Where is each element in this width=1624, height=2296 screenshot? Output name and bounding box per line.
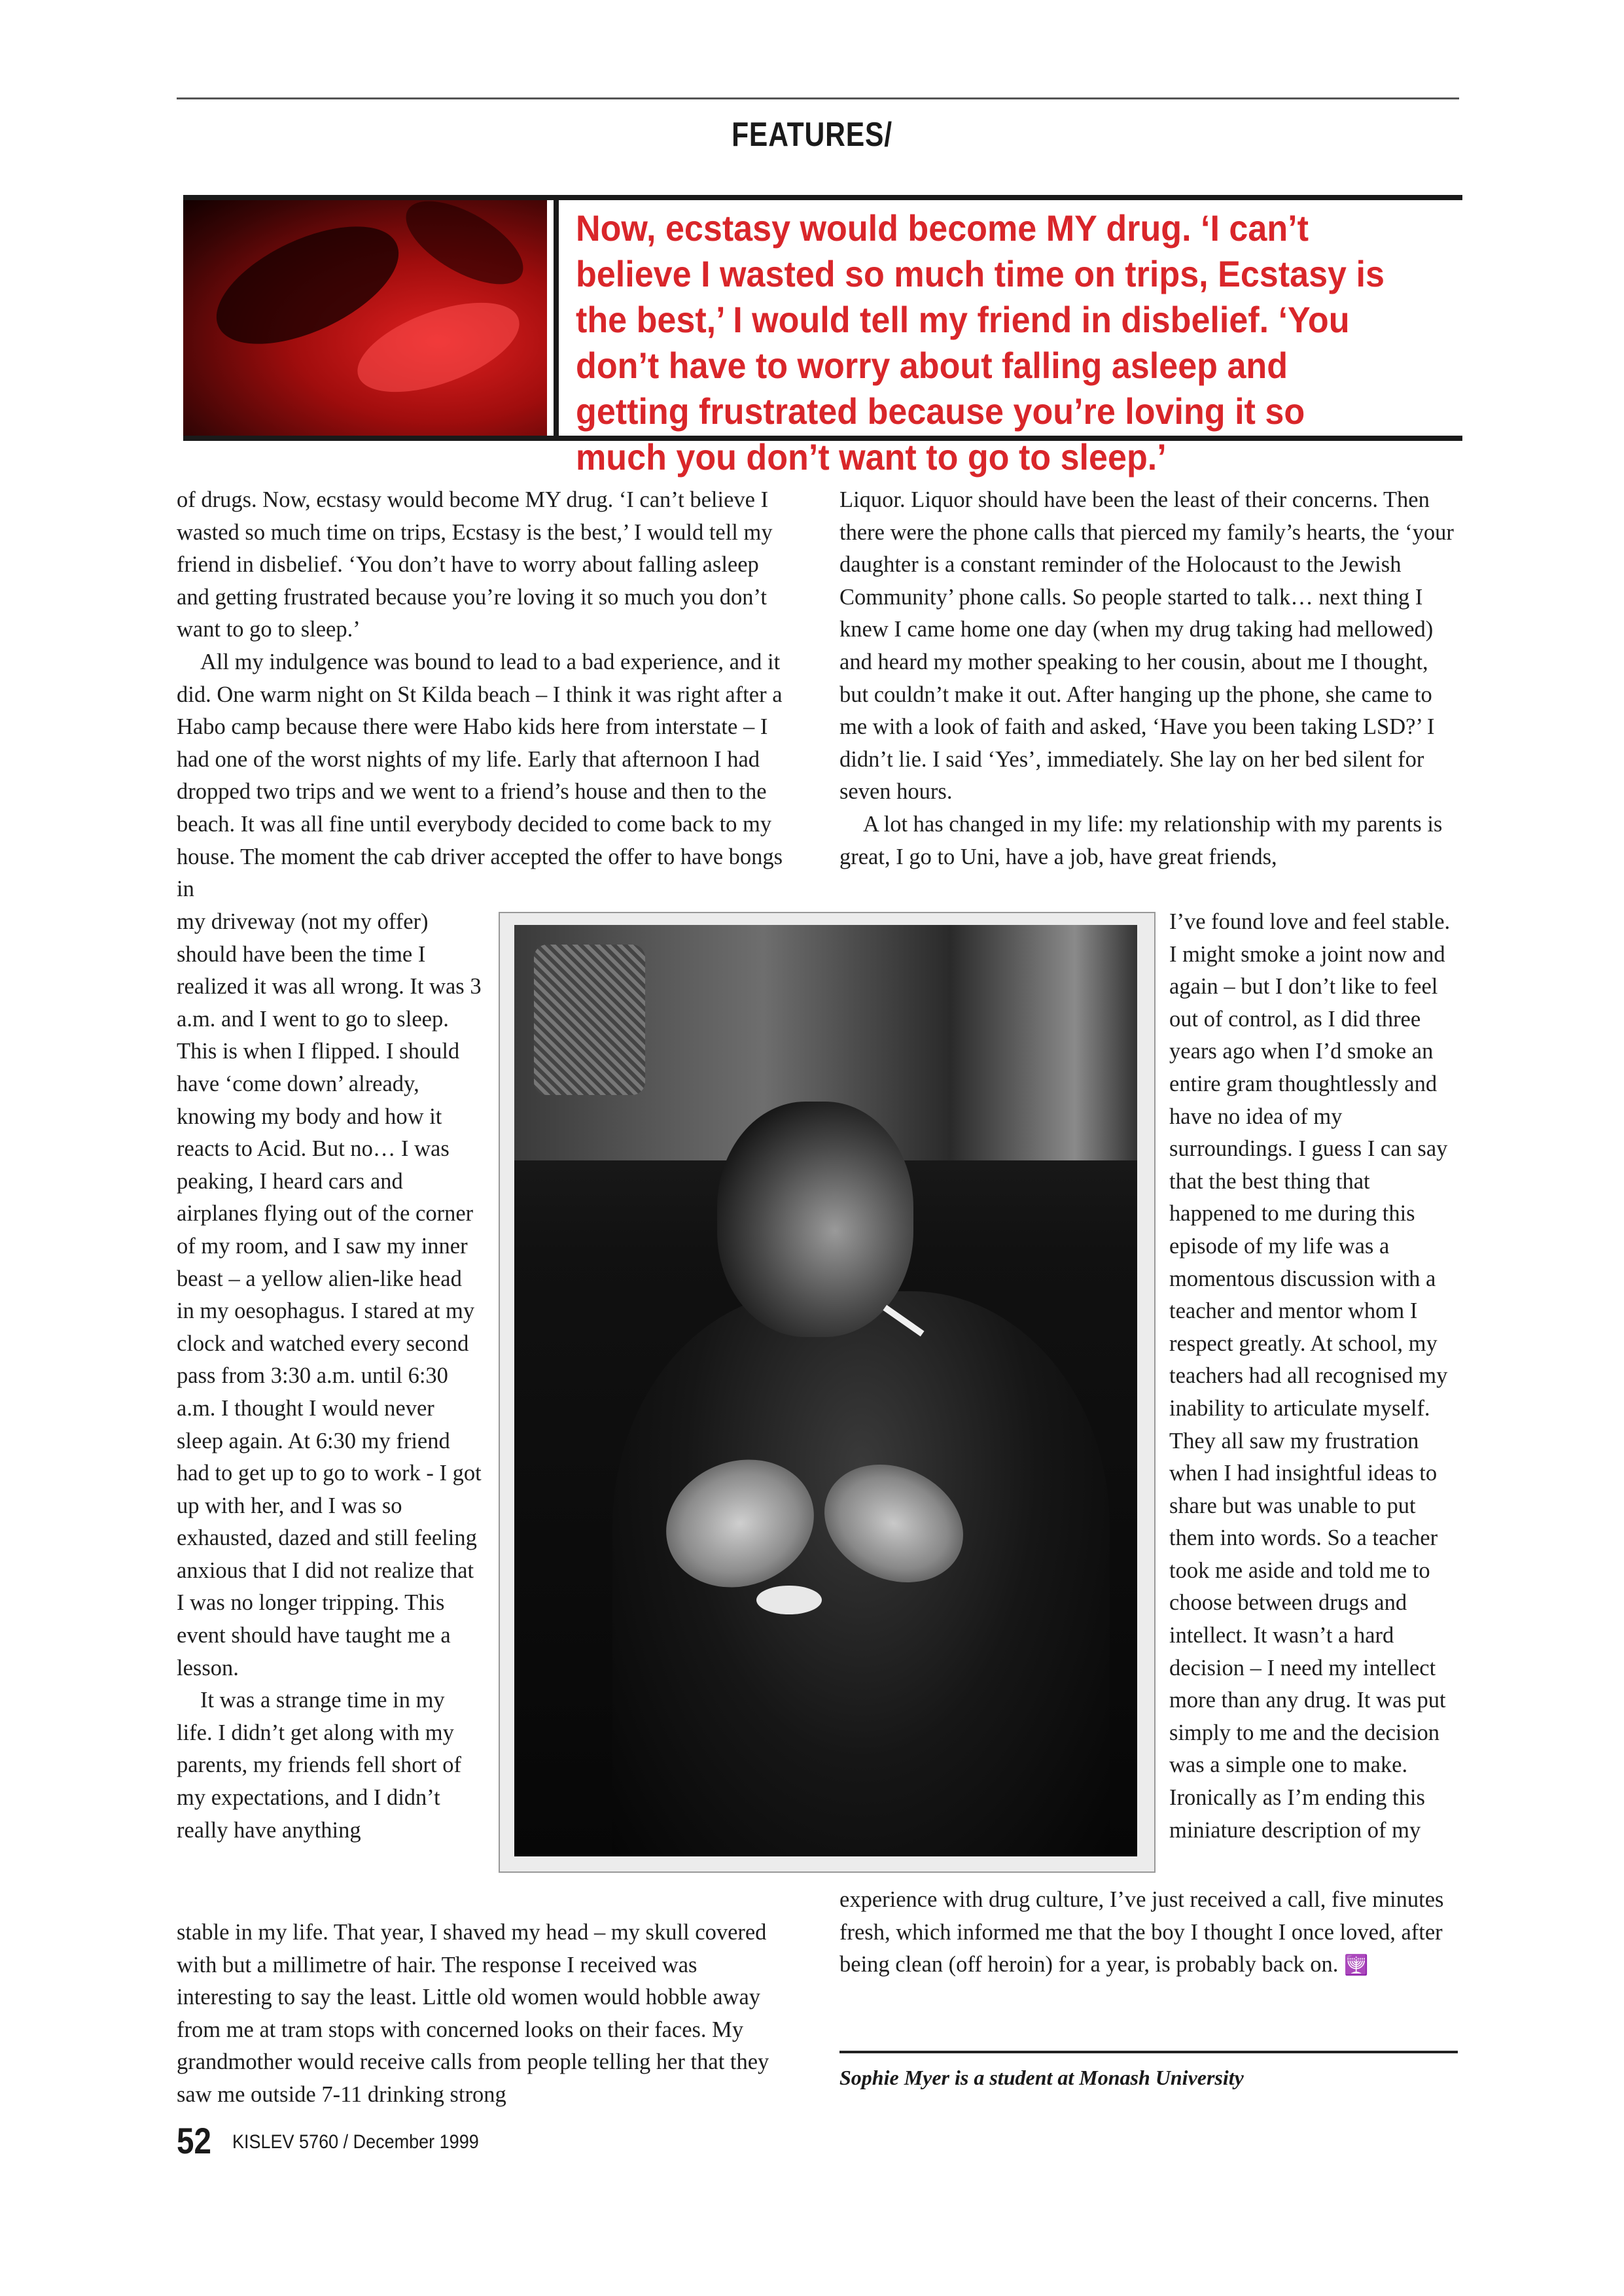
paragraph: stable in my life. That year, I shaved my head – my skull covered with but a millimetre of hair. The response I received was interesting to say the least. Little old women would hobble away from me at tram stops with concerned looks on their faces. My grandmother would receive calls from people telling her that they saw me outside 7-11 drinking strong [177,1920,769,2107]
pull-quote-banner [183,195,1462,478]
paragraph: I’ve found love and feel stable. I might smoke a joint now and again – but I don’t like to feel out of control, as I did three years ago when I’d smoke an entire gram thoughtlessly and have no idea of my surroundings. I guess I can say that the best thing that happened to me during this episode of my life was a momentous discussion with a teacher and mentor whom I respect greatly. At school, my teachers had all recognised my inability to articulate myself. They all saw my frustration when I had insightful ideas to share but was unable to put them into words. So a teacher took me aside and told me to choose between drugs and intellect. It wasn’t a hard decision – I need my intellect more than any drug. It was put simply to me and the decision was a simple one to make. Ironically as I’m ending this miniature description of my [1169,909,1451,1843]
paragraph: Liquor. Liquor should have been the least of their concerns. Then there were the phone calls that pierced my family’s hearts, the ‘your daughter is a constant reminder of the Holocaust to the Jewish Community’ phone calls. So people started to talk… next thing I knew I came home one day (when my drug taking had mellowed) and heard my mother speaking to her cousin, about me I thought, but couldn’t make it out. After hanging up the phone, she came to me with a look of faith and asked, ‘Have you been taking LSD?’ I didn’t lie. I said ‘Yes’, immediately. She lay on her bed silent for seven hours. [839,487,1454,805]
body-column-left-wrap [177,906,484,1847]
top-rule [177,97,1459,99]
section-label: FEATURES/ [732,116,892,154]
paragraph: my driveway (not my offer) should have been the time I realized it was all wrong. It was 3 a.m. and I went to go to sleep. This is when I flipped. I should have ‘come down’ already, knowing my body and how it reacts to Acid. But no… I was peaking, I heard cars and airplanes flying out of the corner of my room, and I saw my inner beast – a yellow alien-like head in my oesophagus. I stared at my clock and watched every second pass from 3:30 a.m. until 6:30 a.m. I thought I would never sleep again. At 6:30 my friend had to get up to go to work - I got up with her, and I was so exhausted, dazed and still feeling anxious that I did not realize that I was no longer tripping. This event should have taught me a lesson. [177,909,482,1680]
feature-photo-frame [499,912,1156,1873]
closing-text: experience with drug culture, I’ve just received a call, five minutes fresh, which informed me that the boy I thought I once loved, after being clean (off heroin) for a year, is probably back on. [839,1887,1444,1977]
paragraph: A lot has changed in my life: my relationship with my parents is great, I go to Uni, have a job, have great friends, [839,811,1443,869]
paragraph: All my indulgence was bound to lead to a bad experience, and it did. One warm night on St Kilda beach – I think it was right after a Habo camp because there were Habo kids here from interstate – I had one of the worst nights of my life. Early that afternoon I had dropped two trips and we went to a friend’s house and then to the beach. It was all fine until everybody decided to come back to my house. The moment the cab driver accepted the offer to have bongs in [177,649,783,902]
body-column-right-bottom [839,1884,1458,1982]
banner-divider [554,200,559,436]
body-column-right-top [839,484,1458,873]
menorah-icon: 🕎 [1344,1955,1369,1977]
body-column-left-bottom [177,1917,795,2112]
feature-photo [514,925,1137,1856]
paragraph [839,1884,1458,1982]
body-column-right-wrap [1169,906,1457,1847]
pull-quote: Now, ecstasy would become MY drug. ‘I can’t believe I wasted so much time on trips, Ecstasy is the best,’ I would tell my friend in disbelief. ‘You don’t have to worry about falling asleep and getting frustrated because you’re loving it so much you don’t want to go to sleep.’ [576,207,1385,478]
issue-date: KISLEV 5760 / December 1999 [232,2131,479,2153]
author-byline: Sophie Myer is a student at Monash University [839,2066,1244,2089]
banner-photo [183,200,547,436]
body-column-left-top [177,484,795,906]
paragraph: It was a strange time in my life. I didn’t get along with my parents, my friends fell short of my expectations, and I didn’t really have anything [177,1688,461,1843]
paragraph: of drugs. Now, ecstasy would become MY drug. ‘I can’t believe I wasted so much time on trips, Ecstasy is the best,’ I would tell my friend in disbelief. ‘You don’t have to worry about falling asleep and getting frustrated because you’re loving it so much you don’t want to go to sleep.’ [177,487,773,642]
byline-rule [839,2051,1458,2053]
page-number: 52 [177,2120,211,2161]
